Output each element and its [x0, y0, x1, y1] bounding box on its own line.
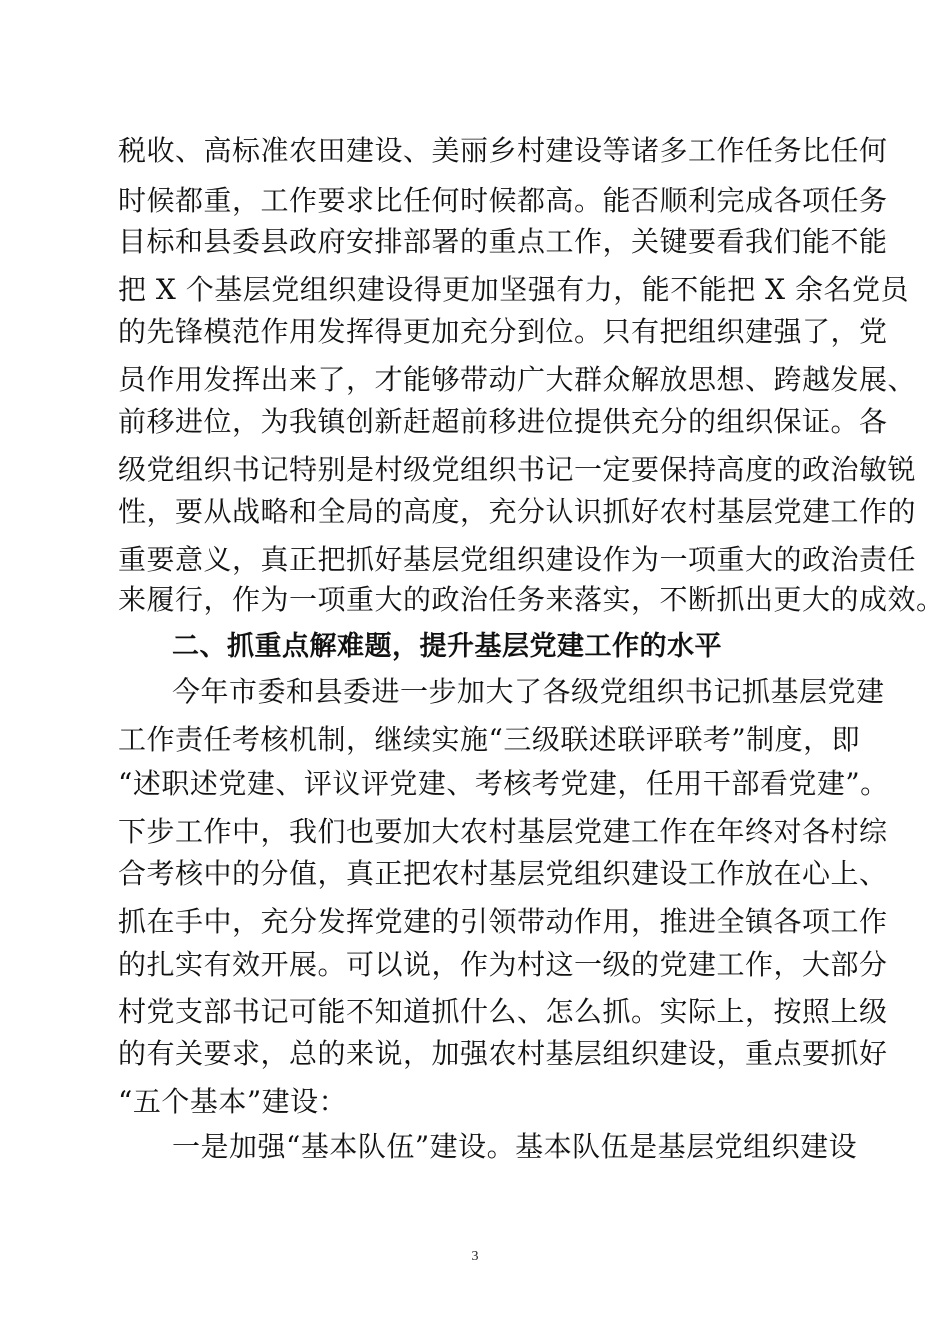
body-text-line: 村党支部书记可能不知道抓什么、怎么抓。实际上，按照上级 [118, 995, 888, 1028]
body-text-line: 级党组织书记特别是村级党组织书记一定要保持高度的政治敏锐 [118, 453, 917, 486]
body-text-line: 来履行，作为一项重大的政治任务来落实，不断抓出更大的成效。 [118, 583, 945, 616]
body-text-line: 税收、高标准农田建设、美丽乡村建设等诸多工作任务比任何 [118, 134, 888, 167]
body-text-line: 一是加强“基本队伍”建设。基本队伍是基层党组织建设 [172, 1130, 858, 1163]
body-text-line: 重要意义，真正把抓好基层党组织建设作为一项重大的政治责任 [118, 543, 917, 576]
body-text-line: 工作责任考核机制，继续实施“三级联述联评联考”制度，即 [118, 723, 861, 756]
body-text-line: 的有关要求，总的来说，加强农村基层组织建设，重点要抓好 [118, 1037, 888, 1070]
body-text-line: 时候都重，工作要求比任何时候都高。能否顺利完成各项任务 [118, 184, 888, 217]
body-text-line: “述职述党建、评议评党建、考核考党建，任用干部看党建”。 [118, 767, 889, 800]
body-text-line: 合考核中的分值，真正把农村基层党组织建设工作放在心上、 [118, 857, 888, 890]
body-text-line: 前移进位，为我镇创新赶超前移进位提供充分的组织保证。各 [118, 405, 888, 438]
body-text-line: 性，要从战略和全局的高度，充分认识抓好农村基层党建工作的 [118, 495, 917, 528]
body-text-line: 今年市委和县委进一步加大了各级党组织书记抓基层党建 [172, 675, 885, 708]
body-text-line: 的扎实有效开展。可以说，作为村这一级的党建工作，大部分 [118, 948, 888, 981]
page-number: 3 [471, 1249, 479, 1264]
section-heading: 二、抓重点解难题，提升基层党建工作的水平 [172, 631, 722, 662]
body-text-line: 把 X 个基层党组织建设得更加坚强有力，能不能把 X 余名党员 [118, 273, 909, 306]
body-text-line: 抓在手中，充分发挥党建的引领带动作用，推进全镇各项工作 [118, 905, 888, 938]
body-text-line: “五个基本”建设： [118, 1085, 348, 1118]
body-text-line: 员作用发挥出来了，才能够带动广大群众解放思想、跨越发展、 [118, 363, 917, 396]
body-text-line: 的先锋模范作用发挥得更加充分到位。只有把组织建强了，党 [118, 315, 888, 348]
body-text-line: 目标和县委县政府安排部署的重点工作，关键要看我们能不能 [118, 225, 888, 258]
body-text-line: 下步工作中，我们也要加大农村基层党建工作在年终对各村综 [118, 815, 888, 848]
